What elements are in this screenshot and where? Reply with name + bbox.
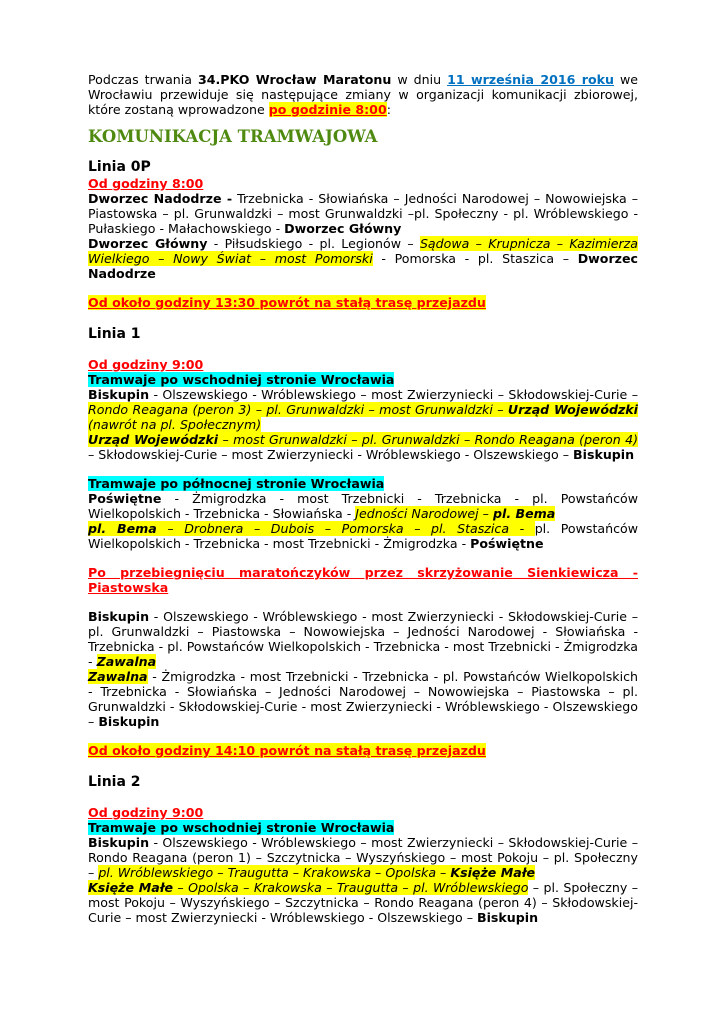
stop-terminus: Urząd Wojewódzki [507, 402, 639, 417]
route-highlight: Rondo Reagana (peron 3) – pl. Grunwaldzki – most Grunwaldzki – [88, 402, 508, 417]
route-paragraph [88, 387, 638, 432]
route-paragraph [88, 191, 638, 236]
line-1-start-time: Od godziny 9:00 [88, 357, 204, 372]
line-1-north-header: Tramwaje po północnej stronie Wrocławia [88, 476, 385, 491]
line-title-2: Linia 2 [88, 774, 141, 790]
route-text: – Skłodowskiej-Curie – most Zwierzyniecki - Wróblewskiego - Olszewskiego – [88, 447, 574, 462]
intro-text: : [386, 102, 391, 117]
route-paragraph [88, 669, 638, 729]
route-highlight: – Opolska – Krakowska – Traugutta – pl. Wróblewskiego [173, 880, 529, 895]
route-paragraph [88, 609, 638, 669]
route-highlight: pl. Wróblewskiego – Traugutta – Krakowska – Opolska – [98, 865, 451, 880]
route-text: - Żmigrodzka - most Trzebnicki - Trzebnicka - pl. Powstańców Wielkopolskich - Trzebnicka - Słowiańska - [88, 491, 638, 521]
route-text: - Olszewskiego - Wróblewskiego – most Zwierzyniecki – Skłodowskiej-Curie – [149, 387, 638, 402]
route-highlight: Sądowa – Krupnicza – Kazimierza Wielkiego – Nowy Świat – most Pomorski [88, 236, 638, 266]
route-paragraph [88, 236, 638, 281]
stop-terminus: pl. Bema [492, 506, 556, 521]
line-1-after-runners-note: Po przebiegnięciu maratończyków przez skrzyżowanie Sienkiewicza - Piastowska [88, 565, 638, 595]
stop-terminus: Dworzec Nadodrze - [88, 191, 233, 206]
line-2-start-time: Od godziny 9:00 [88, 805, 204, 820]
stop-terminus: Zawalna [88, 669, 148, 684]
route-text: - Olszewskiego - Wróblewskiego - most Zwierzyniecki - Skłodowskiej-Curie – pl. Grunwaldzki – Piastowska – Nowowiejska – Jedności Narodowej - Słowiańska - Trzebnicka - pl. Powstańców Wielkopolskich - Trzebnicka - most Trzebnicki - Żmigrodzka - [88, 609, 638, 669]
route-paragraph [88, 491, 638, 521]
stop-terminus: Biskupin [88, 609, 150, 624]
stop-terminus: Biskupin [573, 447, 635, 462]
section-heading: KOMUNIKACJA TRAMWAJOWA [88, 127, 378, 146]
line-1-east-header: Tramwaje po wschodniej stronie Wrocławia [88, 372, 395, 387]
intro-paragraph [88, 72, 638, 117]
stop-terminus: Dworzec Główny [88, 236, 208, 251]
line-title-1: Linia 1 [88, 326, 141, 342]
stop-terminus: Dworzec Nadodrze [88, 251, 639, 281]
stop-terminus: Urząd Wojewódzki [88, 432, 219, 447]
intro-text: we Wrocławiu przewiduje się następujące zmiany w organizacji komunikacji zbiorowej, które zostaną wprowadzone [88, 72, 638, 117]
route-highlight: (nawrót na pl. Społecznym) [88, 417, 262, 432]
stop-terminus: pl. Bema [88, 521, 157, 536]
stop-terminus: Biskupin [88, 387, 150, 402]
stop-terminus: Księże Małe [450, 865, 536, 880]
route-paragraph [88, 432, 638, 462]
stop-terminus: Biskupin [88, 835, 150, 850]
route-paragraph [88, 880, 638, 925]
intro-text: w dniu [391, 72, 448, 87]
stop-terminus: Biskupin [98, 714, 160, 729]
stop-terminus: Zawalna [96, 654, 157, 669]
route-text: pl. Powstańców Wielkopolskich - Trzebnicka - most Trzebnicki - Żmigrodzka - [88, 521, 639, 551]
event-name: 34.PKO Wrocław Maratonu [197, 72, 392, 87]
route-text: - Piłsudskiego - pl. Legionów – [207, 236, 420, 251]
route-text: - Pomorska - pl. Staszica – [372, 251, 578, 266]
line-1-return-note: Od około godziny 14:10 powrót na stałą trasę przejazdu [88, 743, 486, 758]
stop-terminus: Biskupin [477, 910, 539, 925]
stop-terminus: Dworzec Główny [284, 221, 402, 236]
route-text: - Olszewskiego - Wróblewskiego – most Zwierzyniecki – Skłodowskiej-Curie – Rondo Reagana (peron 1) – Szczytnicka – Wyszyńskiego – most Pokoju – pl. Społeczny – [88, 835, 638, 880]
line-title-0p: Linia 0P [88, 159, 151, 175]
line-2-east-header: Tramwaje po wschodniej stronie Wrocławia [88, 820, 395, 835]
route-highlight: Jedności Narodowej – [355, 506, 493, 521]
stop-terminus: Księże Małe [88, 880, 174, 895]
start-time: po godzinie 8:00 [268, 102, 387, 117]
route-text: - Żmigrodzka - most Trzebnicki - Trzebnicka - pl. Powstańców Wielkopolskich - Trzebnicka - Słowiańska – Jedności Narodowej – Nowowiejska – Piastowska – pl. Grunwaldzki - Skłodowskiej-Curie - most Zwierzyniecki - Wróblewskiego - Olszewskiego – [88, 669, 638, 729]
route-highlight: – Drobnera – Dubois – Pomorska – pl. Staszica - [156, 521, 535, 536]
stop-terminus: Poświętne [88, 491, 162, 506]
route-text: – pl. Społeczny – most Pokoju – Wyszyńskiego – Szczytnicka – Rondo Reagana (peron 4) – Skłodowskiej-Curie – most Zwierzyniecki - Wróblewskiego - Olszewskiego – [88, 880, 638, 925]
line-0p-start-time: Od godziny 8:00 [88, 176, 204, 191]
event-date-link[interactable]: 11 września 2016 roku [447, 72, 614, 87]
route-paragraph [88, 521, 638, 551]
intro-text: Podczas trwania [88, 72, 198, 87]
route-highlight: – most Grunwaldzki – pl. Grunwaldzki – Rondo Reagana (peron 4) [218, 432, 639, 447]
document-page [88, 72, 638, 925]
route-text: Trzebnicka - Słowiańska – Jedności Narodowej – Nowowiejska – Piastowska – pl. Grunwaldzki – most Grunwaldzki –pl. Społeczny - pl. Wróblewskiego - Pułaskiego - Małachowskiego - [88, 191, 638, 236]
stop-terminus: Poświętne [470, 536, 544, 551]
route-paragraph [88, 835, 638, 880]
line-0p-return-note: Od około godziny 13:30 powrót na stałą trasę przejazdu [88, 295, 486, 310]
